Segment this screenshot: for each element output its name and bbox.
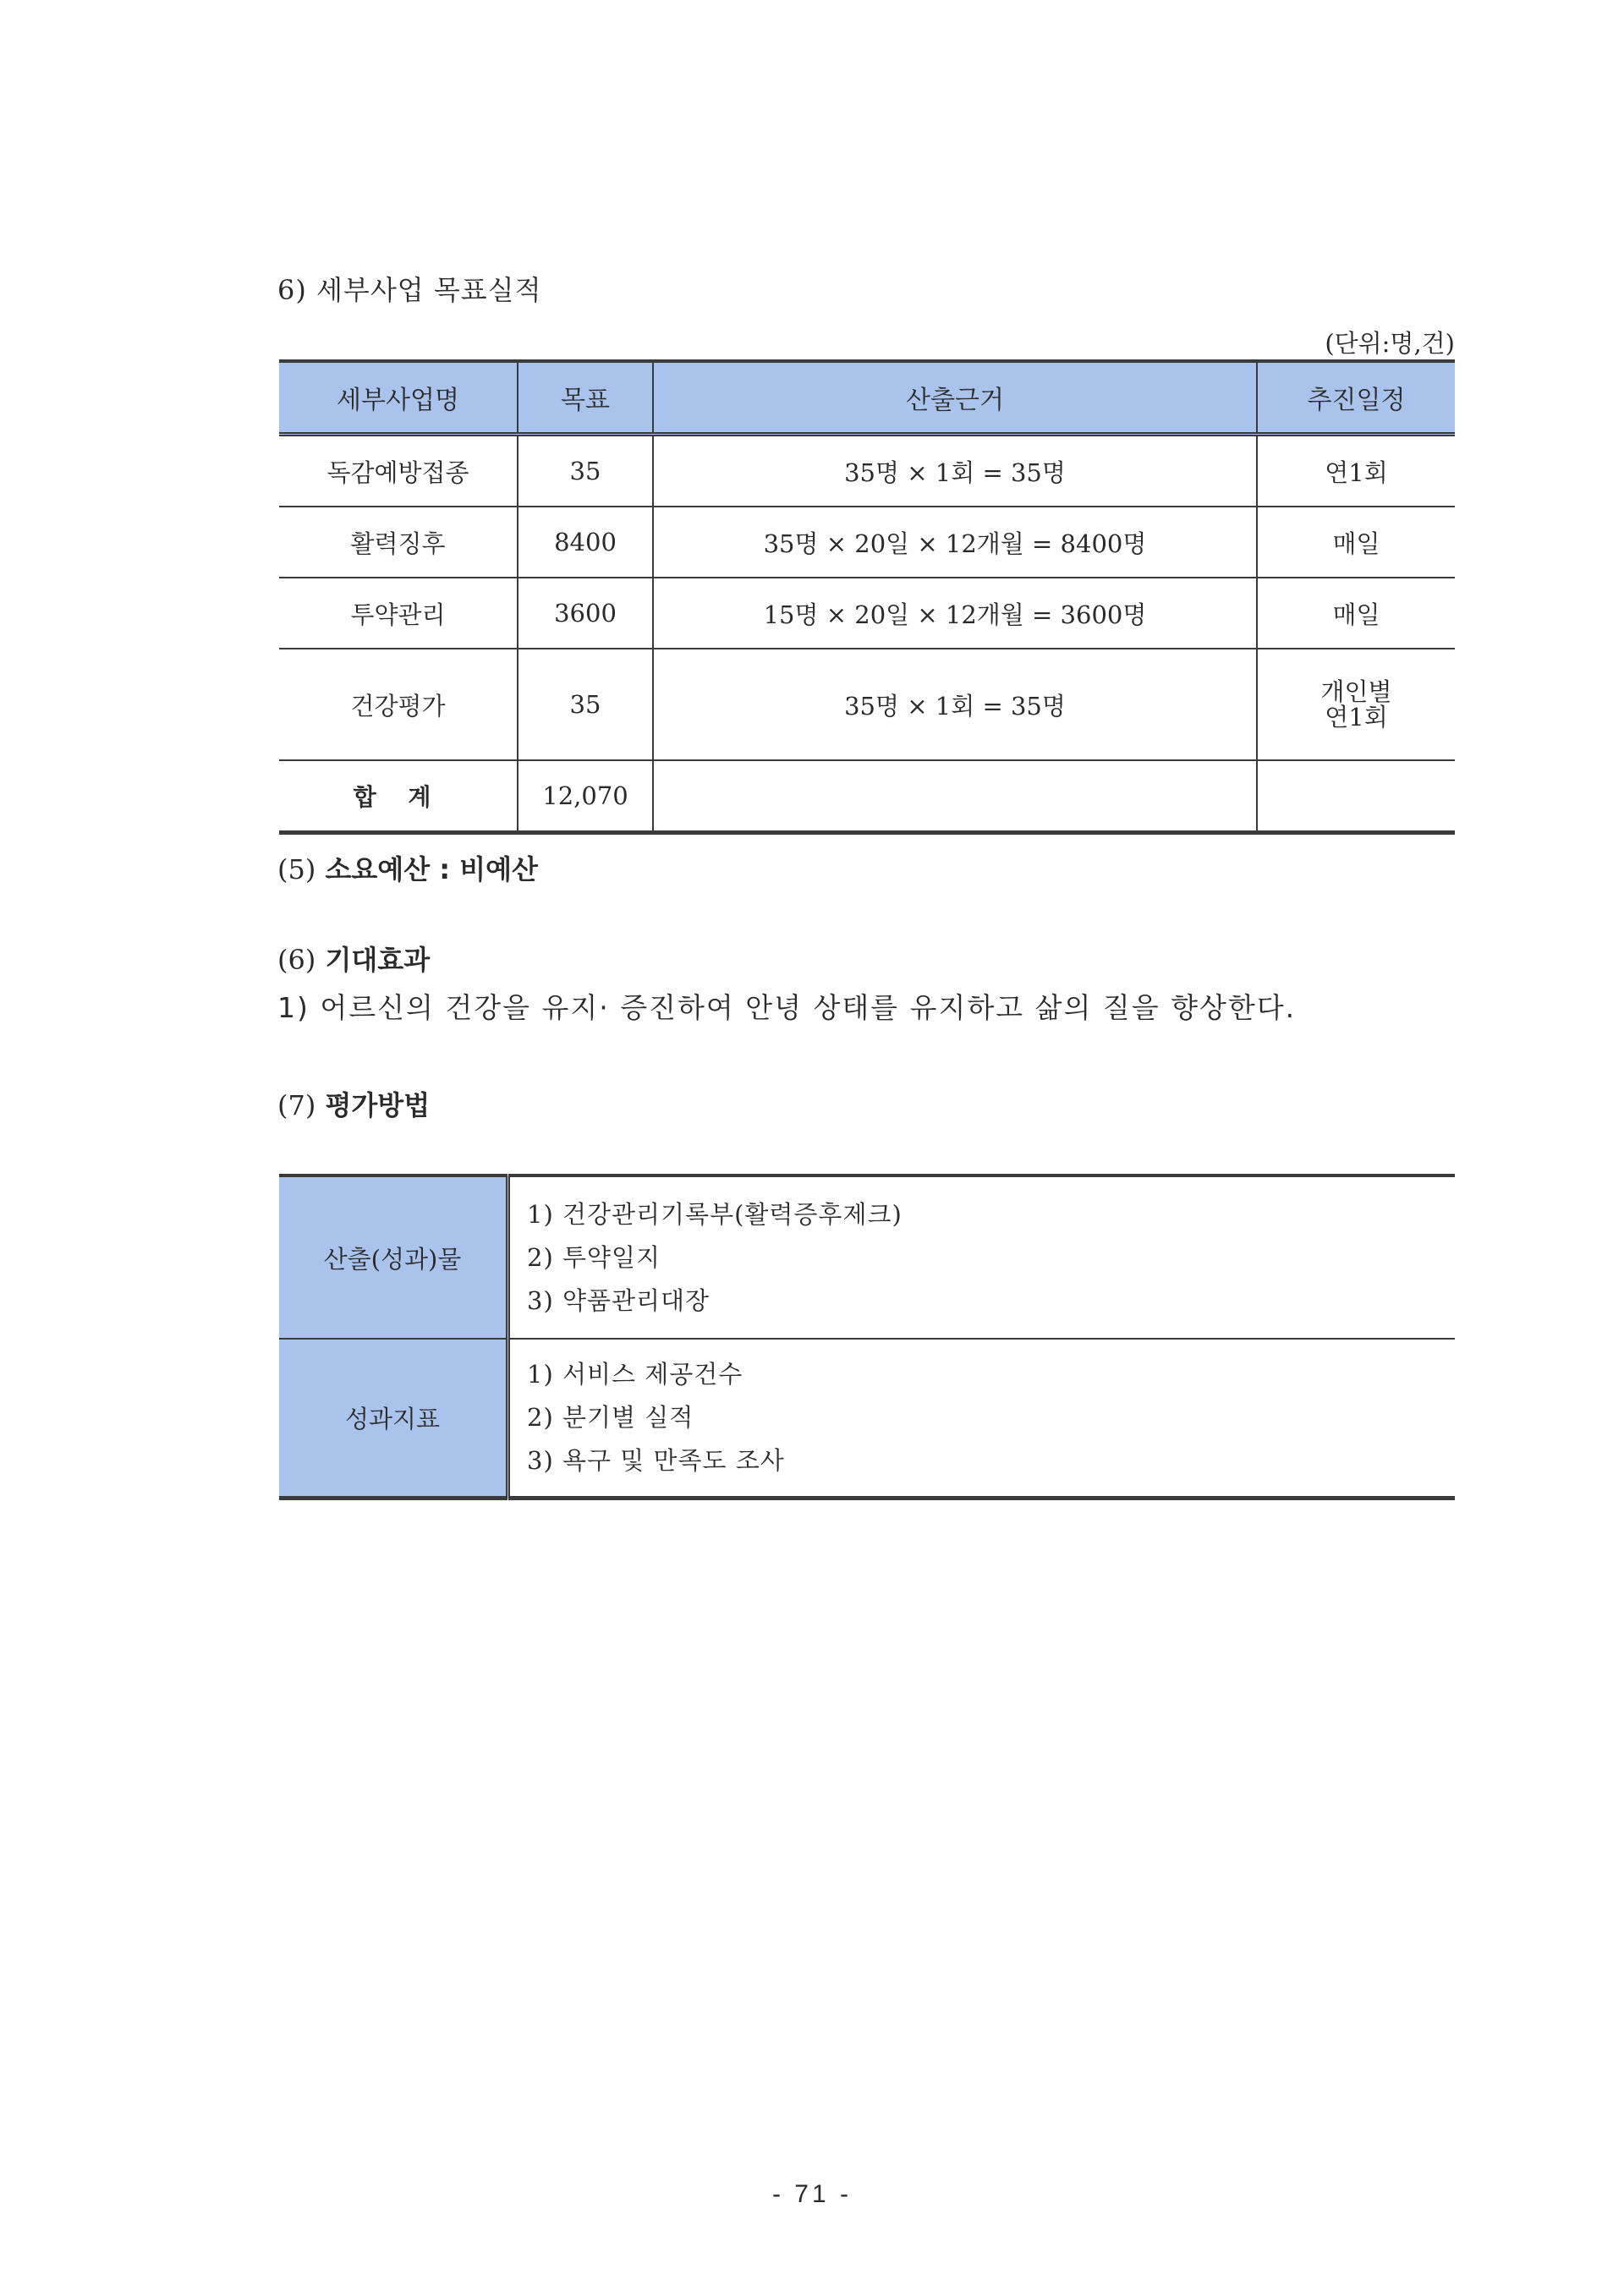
schedule-line-2: 연1회 (1325, 703, 1388, 732)
target-cell: 8400 (518, 507, 653, 578)
section-title: 소요예산 : 비예산 (325, 853, 538, 885)
table-header-row (279, 361, 1455, 435)
section-title: 평가방법 (325, 1089, 431, 1121)
total-row (279, 760, 1455, 833)
list-item: 2) 투약일지 (527, 1242, 661, 1272)
schedule-cell (1257, 649, 1455, 760)
project-name-cell: 활력징후 (279, 507, 518, 578)
evaluation-method-table (279, 1174, 1455, 1500)
total-basis (653, 760, 1257, 833)
table-row (279, 1339, 1455, 1499)
section-expected-effect-heading (277, 939, 430, 978)
list-item: 2) 분기별 실적 (527, 1403, 694, 1432)
basis-cell: 15명 × 20일 × 12개월 = 3600명 (653, 578, 1257, 649)
table-row (279, 649, 1455, 760)
schedule-cell: 매일 (1257, 507, 1455, 578)
schedule-line-1: 개인별 (1320, 677, 1392, 706)
header-project-name: 세부사업명 (279, 361, 518, 435)
section-budget-heading (277, 848, 538, 887)
row-label: 산출(성과)물 (279, 1175, 508, 1339)
table-row (279, 1175, 1455, 1339)
section-number: (5) (277, 853, 316, 885)
unit-note: (단위:명,건) (1325, 329, 1455, 358)
table-row (279, 435, 1455, 507)
total-target: 12,070 (518, 760, 653, 833)
project-name-cell: 건강평가 (279, 649, 518, 760)
list-item: 3) 욕구 및 만족도 조사 (527, 1446, 785, 1475)
header-target: 목표 (518, 361, 653, 435)
total-schedule (1257, 760, 1455, 833)
item-list (527, 1193, 1455, 1323)
item-list (527, 1353, 1455, 1482)
header-basis: 산출근거 (653, 361, 1257, 435)
target-cell: 35 (518, 435, 653, 507)
items-cell (508, 1175, 1456, 1339)
items-cell (508, 1339, 1456, 1499)
target-performance-table (279, 359, 1455, 835)
project-name-cell: 투약관리 (279, 578, 518, 649)
list-item: 3) 약품관리대장 (527, 1285, 710, 1315)
expected-effect-item: 1) 어르신의 건강을 유지· 증진하여 안녕 상태를 유지하고 삶의 질을 향상한다. (277, 991, 1297, 1024)
basis-cell: 35명 × 20일 × 12개월 = 8400명 (653, 507, 1257, 578)
table-row (279, 507, 1455, 578)
schedule-cell: 매일 (1257, 578, 1455, 649)
total-label: 합 계 (279, 760, 518, 833)
list-item: 1) 서비스 제공건수 (527, 1360, 743, 1389)
table-row (279, 578, 1455, 649)
header-schedule: 추진일정 (1257, 361, 1455, 435)
schedule-cell: 연1회 (1257, 435, 1455, 507)
basis-cell: 35명 × 1회 = 35명 (653, 435, 1257, 507)
list-item: 1) 건강관리기록부(활력증후제크) (527, 1199, 903, 1229)
target-cell: 3600 (518, 578, 653, 649)
basis-cell: 35명 × 1회 = 35명 (653, 649, 1257, 760)
project-name-cell: 독감예방접종 (279, 435, 518, 507)
section-evaluation-heading (277, 1084, 430, 1123)
section-number: (7) (277, 1089, 316, 1121)
subsection-title: 6) 세부사업 목표실적 (277, 274, 542, 306)
target-cell: 35 (518, 649, 653, 760)
section-number: (6) (277, 944, 316, 976)
section-title: 기대효과 (325, 944, 431, 976)
page-number: - 71 - (771, 2180, 853, 2208)
row-label: 성과지표 (279, 1339, 508, 1499)
